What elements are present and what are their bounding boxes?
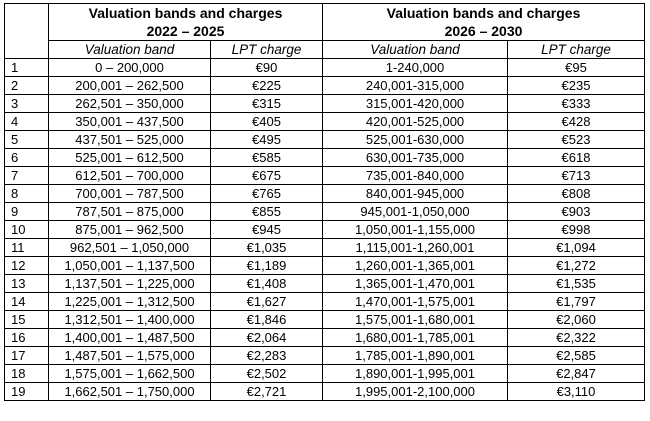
- valuation-band-2022: 525,001 – 612,500: [49, 149, 211, 167]
- group-a-title: Valuation bands and charges: [49, 4, 323, 23]
- band-number: 16: [5, 329, 49, 347]
- table-row: [5, 149, 645, 167]
- lpt-charge-2026: €523: [508, 131, 645, 149]
- valuation-band-2026: 735,001-840,000: [323, 167, 508, 185]
- table-body: [5, 59, 645, 401]
- band-number: 14: [5, 293, 49, 311]
- lpt-charge-2022: €675: [211, 167, 323, 185]
- band-number: 10: [5, 221, 49, 239]
- valuation-band-2026: 1,260,001-1,365,001: [323, 257, 508, 275]
- lpt-charge-2026: €618: [508, 149, 645, 167]
- lpt-charge-2022: €945: [211, 221, 323, 239]
- group-b-years: 2026 – 2030: [323, 22, 645, 41]
- lpt-charge-2022: €765: [211, 185, 323, 203]
- valuation-band-2022: 437,501 – 525,000: [49, 131, 211, 149]
- valuation-band-2026: 840,001-945,000: [323, 185, 508, 203]
- band-number: 13: [5, 275, 49, 293]
- band-number: 5: [5, 131, 49, 149]
- lpt-charge-2026: €1,094: [508, 239, 645, 257]
- row-number-header-blank: [5, 4, 49, 23]
- table-row: [5, 311, 645, 329]
- valuation-band-2022: 875,001 – 962,500: [49, 221, 211, 239]
- valuation-band-2026: 1,785,001-1,890,001: [323, 347, 508, 365]
- lpt-charge-2022: €1,408: [211, 275, 323, 293]
- band-number: 4: [5, 113, 49, 131]
- band-number: 12: [5, 257, 49, 275]
- valuation-band-2022: 1,137,501 – 1,225,000: [49, 275, 211, 293]
- valuation-band-2022: 0 – 200,000: [49, 59, 211, 77]
- valuation-band-2026: 1,470,001-1,575,001: [323, 293, 508, 311]
- band-number: 15: [5, 311, 49, 329]
- valuation-band-2022: 1,575,001 – 1,662,500: [49, 365, 211, 383]
- band-number: 3: [5, 95, 49, 113]
- lpt-charge-2026: €2,322: [508, 329, 645, 347]
- lpt-charge-2022: €495: [211, 131, 323, 149]
- valuation-band-2026: 1,365,001-1,470,001: [323, 275, 508, 293]
- band-number: 9: [5, 203, 49, 221]
- table-row: [5, 77, 645, 95]
- lpt-charge-2022: €855: [211, 203, 323, 221]
- table-row: [5, 365, 645, 383]
- row-number-header-blank: [5, 22, 49, 41]
- lpt-charge-2026: €1,797: [508, 293, 645, 311]
- valuation-band-2026: 1,575,001-1,680,001: [323, 311, 508, 329]
- lpt-charge-2022: €315: [211, 95, 323, 113]
- group-a-years: 2022 – 2025: [49, 22, 323, 41]
- table-row: [5, 347, 645, 365]
- col-header-band-a: Valuation band: [49, 41, 211, 59]
- lpt-charge-2026: €903: [508, 203, 645, 221]
- band-number: 7: [5, 167, 49, 185]
- valuation-band-2022: 962,501 – 1,050,000: [49, 239, 211, 257]
- lpt-charge-2022: €1,846: [211, 311, 323, 329]
- table-row: [5, 167, 645, 185]
- valuation-band-2026: 1,680,001-1,785,001: [323, 329, 508, 347]
- lpt-charge-2026: €235: [508, 77, 645, 95]
- lpt-charge-2026: €1,535: [508, 275, 645, 293]
- valuation-band-2026: 315,001-420,000: [323, 95, 508, 113]
- lpt-charge-2026: €428: [508, 113, 645, 131]
- table-row: [5, 275, 645, 293]
- lpt-charge-2026: €3,110: [508, 383, 645, 401]
- valuation-band-2022: 1,312,501 – 1,400,000: [49, 311, 211, 329]
- lpt-charge-2022: €405: [211, 113, 323, 131]
- lpt-charge-2022: €225: [211, 77, 323, 95]
- valuation-band-2026: 1,050,001-1,155,000: [323, 221, 508, 239]
- lpt-charge-2022: €585: [211, 149, 323, 167]
- lpt-charge-2026: €333: [508, 95, 645, 113]
- row-number-header-blank: [5, 41, 49, 59]
- band-number: 1: [5, 59, 49, 77]
- band-number: 17: [5, 347, 49, 365]
- valuation-band-2022: 612,501 – 700,000: [49, 167, 211, 185]
- lpt-charge-2026: €998: [508, 221, 645, 239]
- band-number: 8: [5, 185, 49, 203]
- valuation-band-2022: 700,001 – 787,500: [49, 185, 211, 203]
- band-number: 2: [5, 77, 49, 95]
- table-row: [5, 113, 645, 131]
- table-row: [5, 329, 645, 347]
- band-number: 11: [5, 239, 49, 257]
- lpt-charge-2022: €1,189: [211, 257, 323, 275]
- col-header-band-b: Valuation band: [323, 41, 508, 59]
- valuation-band-2026: 945,001-1,050,000: [323, 203, 508, 221]
- col-header-charge-a: LPT charge: [211, 41, 323, 59]
- group-b-title: Valuation bands and charges: [323, 4, 645, 23]
- table-row: [5, 95, 645, 113]
- table-row: [5, 383, 645, 401]
- valuation-band-2022: 1,225,001 – 1,312,500: [49, 293, 211, 311]
- lpt-charge-2026: €808: [508, 185, 645, 203]
- lpt-charge-2026: €1,272: [508, 257, 645, 275]
- col-header-charge-b: LPT charge: [508, 41, 645, 59]
- lpt-charge-2026: €2,060: [508, 311, 645, 329]
- lpt-valuation-table: [4, 3, 645, 401]
- valuation-band-2026: 1,890,001-1,995,001: [323, 365, 508, 383]
- valuation-band-2022: 787,501 – 875,000: [49, 203, 211, 221]
- lpt-charge-2026: €2,585: [508, 347, 645, 365]
- table-row: [5, 131, 645, 149]
- table-row: [5, 203, 645, 221]
- table-header: [5, 4, 645, 59]
- valuation-band-2026: 1,115,001-1,260,001: [323, 239, 508, 257]
- table-row: [5, 185, 645, 203]
- lpt-charge-2022: €1,627: [211, 293, 323, 311]
- valuation-band-2026: 1,995,001-2,100,000: [323, 383, 508, 401]
- lpt-charge-2022: €2,064: [211, 329, 323, 347]
- band-number: 19: [5, 383, 49, 401]
- lpt-charge-2026: €2,847: [508, 365, 645, 383]
- lpt-charge-2022: €2,721: [211, 383, 323, 401]
- lpt-charge-2022: €2,502: [211, 365, 323, 383]
- valuation-band-2026: 420,001-525,000: [323, 113, 508, 131]
- valuation-band-2026: 630,001-735,000: [323, 149, 508, 167]
- valuation-band-2022: 1,400,001 – 1,487,500: [49, 329, 211, 347]
- valuation-band-2022: 200,001 – 262,500: [49, 77, 211, 95]
- lpt-charge-2022: €1,035: [211, 239, 323, 257]
- table-row: [5, 293, 645, 311]
- table-row: [5, 59, 645, 77]
- table-row: [5, 239, 645, 257]
- valuation-band-2026: 240,001-315,000: [323, 77, 508, 95]
- valuation-band-2022: 1,050,001 – 1,137,500: [49, 257, 211, 275]
- band-number: 6: [5, 149, 49, 167]
- valuation-band-2022: 1,662,501 – 1,750,000: [49, 383, 211, 401]
- lpt-charge-2022: €2,283: [211, 347, 323, 365]
- lpt-charge-2022: €90: [211, 59, 323, 77]
- lpt-charge-2026: €713: [508, 167, 645, 185]
- valuation-band-2022: 350,001 – 437,500: [49, 113, 211, 131]
- table-row: [5, 257, 645, 275]
- valuation-band-2026: 1-240,000: [323, 59, 508, 77]
- lpt-charge-2026: €95: [508, 59, 645, 77]
- valuation-band-2022: 262,501 – 350,000: [49, 95, 211, 113]
- table-row: [5, 221, 645, 239]
- valuation-band-2026: 525,001-630,000: [323, 131, 508, 149]
- valuation-band-2022: 1,487,501 – 1,575,000: [49, 347, 211, 365]
- band-number: 18: [5, 365, 49, 383]
